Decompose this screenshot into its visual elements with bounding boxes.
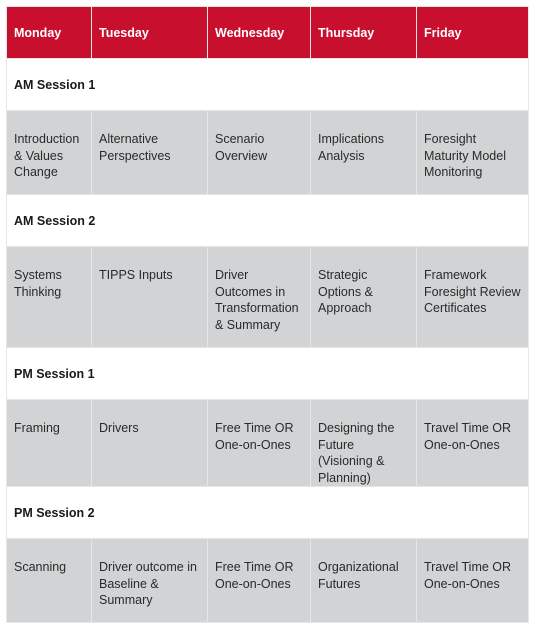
table-row: [7, 111, 529, 195]
session-label: PM Session 1: [7, 348, 529, 400]
session-label-row: [7, 348, 529, 400]
table-cell: TIPPS Inputs: [92, 247, 208, 348]
schedule-table: [6, 6, 529, 623]
session-label-row: [7, 487, 529, 539]
table-cell: Scanning: [7, 539, 92, 623]
day-header-monday: Monday: [7, 7, 92, 59]
table-row: [7, 400, 529, 487]
table-cell: Designing the Future (Visioning & Planning): [311, 400, 417, 487]
session-label: PM Session 2: [7, 487, 529, 539]
table-cell: Driver Outcomes in Transformation & Summary: [208, 247, 311, 348]
table-row: [7, 539, 529, 623]
table-cell: Drivers: [92, 400, 208, 487]
table-cell: Alternative Perspectives: [92, 111, 208, 195]
day-header-thursday: Thursday: [311, 7, 417, 59]
table-cell: Free Time OR One-on-Ones: [208, 400, 311, 487]
table-cell: Implications Analysis: [311, 111, 417, 195]
day-header-row: [7, 7, 529, 59]
table-cell: Organizational Futures: [311, 539, 417, 623]
session-label-row: [7, 195, 529, 247]
session-label-row: [7, 59, 529, 111]
table-row: [7, 247, 529, 348]
table-cell: Travel Time OR One-on-Ones: [417, 400, 529, 487]
table-cell: Free Time OR One-on-Ones: [208, 539, 311, 623]
table-cell: Scenario Overview: [208, 111, 311, 195]
session-label: AM Session 2: [7, 195, 529, 247]
table-cell: Travel Time OR One-on-Ones: [417, 539, 529, 623]
table-cell: Introduction & Values Change: [7, 111, 92, 195]
table-cell: Strategic Options & Approach: [311, 247, 417, 348]
table-cell: Systems Thinking: [7, 247, 92, 348]
day-header-friday: Friday: [417, 7, 529, 59]
table-cell: Framing: [7, 400, 92, 487]
day-header-tuesday: Tuesday: [92, 7, 208, 59]
table-cell: Framework Foresight Review Certificates: [417, 247, 529, 348]
table-cell: Driver outcome in Baseline & Summary: [92, 539, 208, 623]
day-header-wednesday: Wednesday: [208, 7, 311, 59]
session-label: AM Session 1: [7, 59, 529, 111]
table-cell: Foresight Maturity Model Monitoring: [417, 111, 529, 195]
